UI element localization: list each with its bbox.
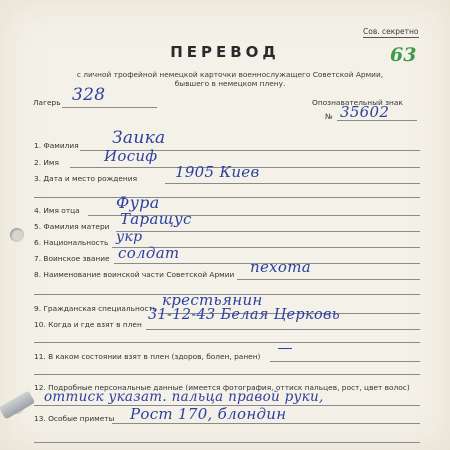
field-value-capture: 31-12-43 Белая Церковь xyxy=(148,307,340,323)
handwritten-number-mark: 63 xyxy=(390,44,417,66)
field-label-profession: 9. Гражданская специальность xyxy=(34,304,158,313)
field-label-mother: 5. Фамилия матери xyxy=(34,222,110,231)
blank-line xyxy=(34,197,420,198)
field-label-name: 2. Имя xyxy=(34,158,59,167)
subtitle-line-1: с личной трофейной немецкой карточки военнослужащего Советской Армии, xyxy=(76,70,384,79)
blank-line xyxy=(34,442,420,443)
tag-label: Опознавательный знак xyxy=(312,98,403,107)
field-value-name: Иосиф xyxy=(104,147,158,165)
field-value-father: Фура xyxy=(116,193,160,212)
field-line xyxy=(165,183,420,184)
field-label-unit: 8. Наименование воинской части Советской Армии xyxy=(34,270,235,279)
field-label-capture: 10. Когда и где взят в плен xyxy=(34,320,142,329)
field-line xyxy=(237,279,420,280)
paper-clip xyxy=(0,390,35,419)
field-value-nationality: укр xyxy=(116,229,143,245)
field-label-rank: 7. Воинское звание xyxy=(34,254,110,263)
field-value-personal-data: оттиск указат. пальца правой руки, xyxy=(44,389,324,405)
field-value-profession: крестьянин xyxy=(162,291,263,309)
secret-stamp: Сов. секретно xyxy=(363,27,419,36)
camp-value: 328 xyxy=(72,85,106,105)
field-label-features: 13. Особые приметы xyxy=(34,414,115,423)
field-line xyxy=(146,329,420,330)
camp-underline xyxy=(62,107,157,108)
field-value-birth: 1905 Киев xyxy=(175,163,260,181)
field-label-father: 4. Имя отца xyxy=(34,206,80,215)
field-line xyxy=(116,231,420,232)
field-label-birth: 3. Дата и место рождения xyxy=(34,174,138,183)
field-value-features: Рост 170, блондин xyxy=(130,405,287,423)
field-value-rank: солдат xyxy=(118,244,180,262)
field-label-condition: 11. В каком состоянии взят в плен (здоров, болен, ранен) xyxy=(34,352,261,361)
tag-value: 35602 xyxy=(340,103,390,121)
field-line xyxy=(112,423,420,424)
document-title: ПЕРЕВОД xyxy=(170,43,280,61)
field-value-mother: Таращус xyxy=(120,210,192,228)
camp-label: Лагерь xyxy=(33,98,61,107)
punch-hole xyxy=(10,228,24,242)
field-label-surname: 1. Фамилия xyxy=(34,141,79,150)
subtitle-line-2: бывшего в немецком плену. xyxy=(174,79,286,88)
field-label-personal-data: 12. Подробные персональные данные (имеется фотография, оттиск пальцев, рост, цвет волос) xyxy=(34,383,410,392)
blank-line xyxy=(34,342,420,343)
blank-dash-mark xyxy=(278,348,292,349)
field-line xyxy=(270,361,420,362)
blank-line xyxy=(34,374,420,375)
field-label-nationality: 6. Национальность xyxy=(34,238,109,247)
field-value-surname: Заика xyxy=(112,128,166,148)
field-value-unit: пехота xyxy=(250,258,311,276)
tag-no-label: № xyxy=(325,112,333,121)
